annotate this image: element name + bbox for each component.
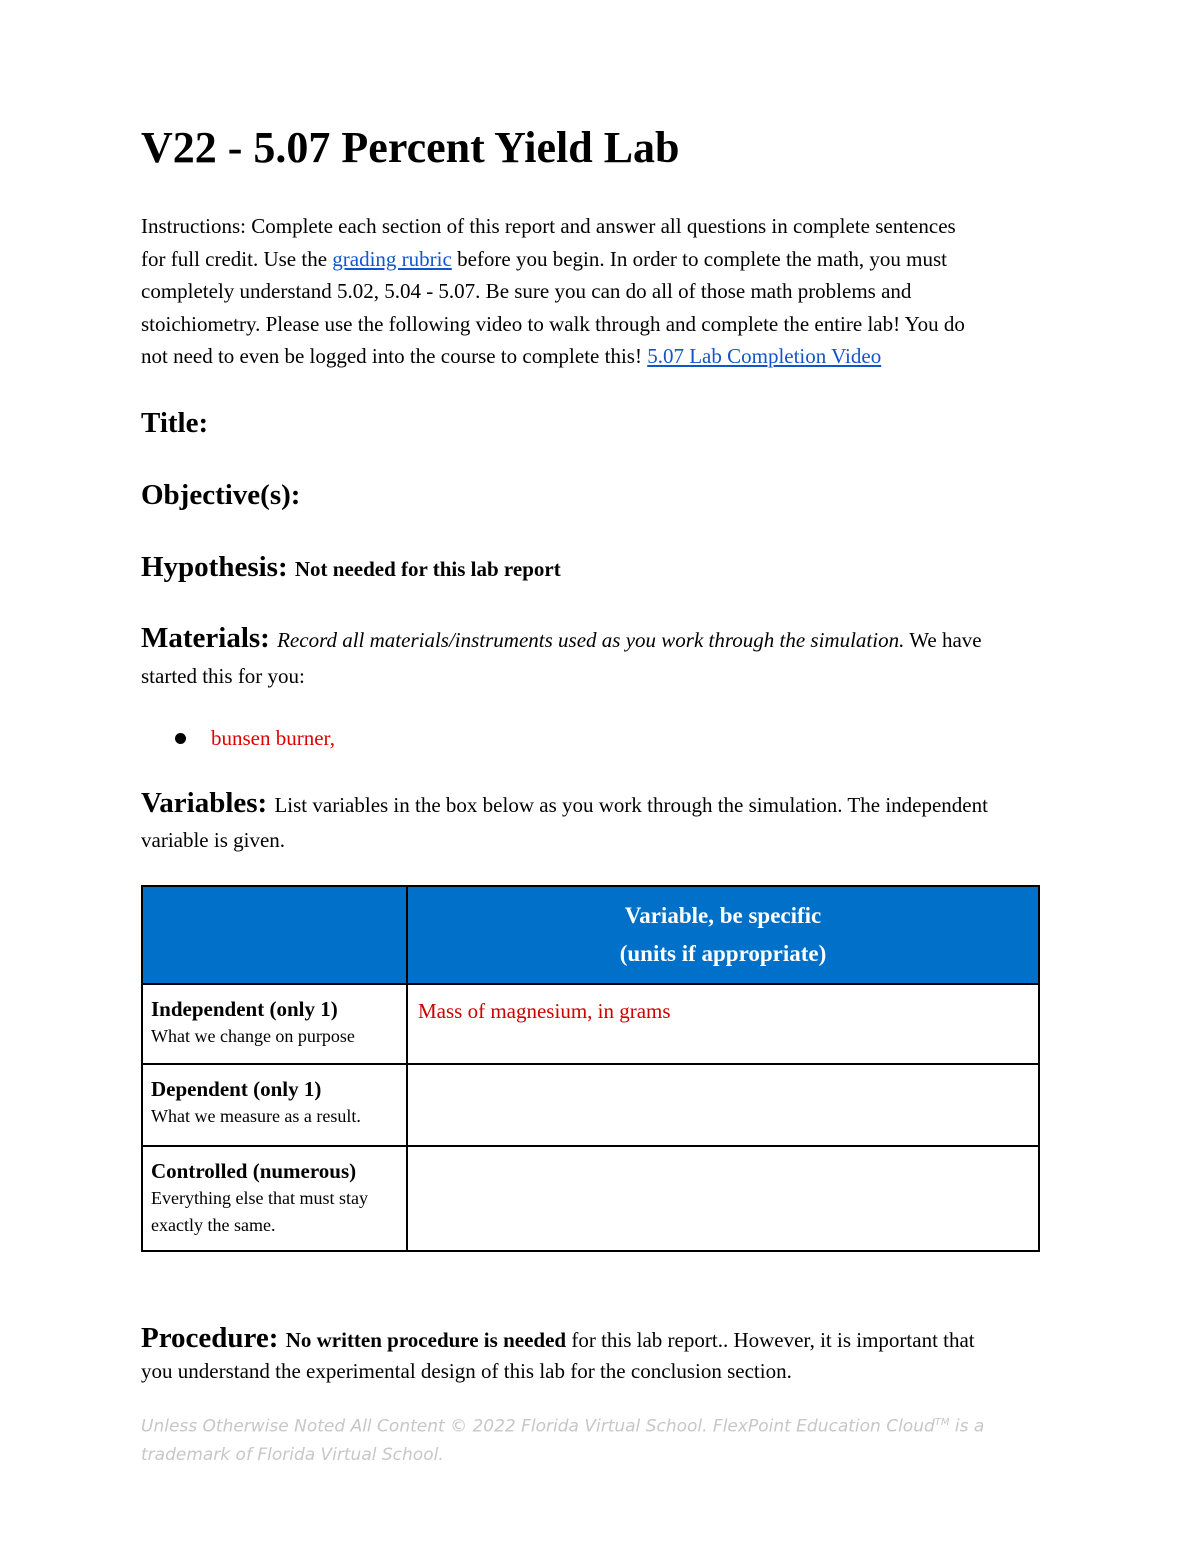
table-row xyxy=(142,1146,1039,1251)
independent-label-cell xyxy=(142,984,407,1064)
table-header-row xyxy=(142,886,1039,984)
variables-heading xyxy=(141,785,988,823)
intro-line-5 xyxy=(141,340,1101,373)
dependent-value-cell[interactable] xyxy=(407,1064,1039,1146)
procedure-text: for this lab report.. However, it is important that xyxy=(566,1328,975,1352)
row-description: Everything else that must stay exactly the same. xyxy=(151,1188,368,1235)
bullet-icon xyxy=(175,733,186,744)
table-header-variable xyxy=(407,886,1039,984)
row-description: What we measure as a result. xyxy=(151,1106,361,1126)
dependent-variable-value xyxy=(408,1065,1038,1077)
hypothesis-heading xyxy=(141,549,561,587)
intro-line-2 xyxy=(141,243,1101,276)
variables-label: Variables: xyxy=(141,787,268,819)
materials-instruction: Record all materials/instruments used as you work through the simulation. xyxy=(277,628,905,652)
materials-label: Materials: xyxy=(141,622,270,654)
materials-instruction-tail: We have xyxy=(904,628,982,652)
page-title: V22 - 5.07 Percent Yield Lab xyxy=(141,123,680,172)
materials-item-text: bunsen burner, xyxy=(211,726,335,750)
intro-line-4: stoichiometry. Please use the following video to walk through and complete the entire lab! You do xyxy=(141,311,965,336)
header-line-1: Variable, be specific xyxy=(624,903,822,928)
intro-line-2-start: for full credit. Use the xyxy=(141,246,333,271)
hypothesis-label: Hypothesis: xyxy=(141,551,288,583)
controlled-value-cell[interactable] xyxy=(407,1146,1039,1251)
intro-line-2-end: before you begin. In order to complete the math, you must xyxy=(451,246,947,271)
procedure-heading xyxy=(141,1320,975,1358)
table-row xyxy=(142,1064,1039,1146)
controlled-variable-value xyxy=(408,1147,1038,1159)
footer-line-1 xyxy=(141,1409,984,1441)
variables-instruction: List variables in the box below as you work through the simulation. The independent xyxy=(274,793,988,817)
dependent-label-cell xyxy=(142,1064,407,1146)
materials-line-2: started this for you: xyxy=(141,664,305,688)
intro-line-5-start: not need to even be logged into the course to complete this! xyxy=(141,344,648,368)
variables-line-2: variable is given. xyxy=(141,828,286,852)
materials-heading xyxy=(141,620,982,658)
row-label: Dependent (only 1) xyxy=(151,1077,322,1101)
row-description: What we change on purpose xyxy=(151,1026,355,1046)
objective-heading: Objective(s): xyxy=(141,479,301,511)
independent-variable-value: Mass of magnesium, in grams xyxy=(418,999,671,1023)
procedure-line-2: you understand the experimental design of this lab for the conclusion section. xyxy=(141,1359,792,1383)
title-heading: Title: xyxy=(141,407,209,439)
grading-rubric-link[interactable]: grading rubric xyxy=(332,246,452,271)
header-line-2: (units if appropriate) xyxy=(619,941,827,966)
copyright-footer xyxy=(141,1409,984,1469)
row-label: Independent (only 1) xyxy=(151,997,338,1021)
table-row xyxy=(142,984,1039,1064)
procedure-label: Procedure: xyxy=(141,1322,279,1354)
intro-line-1: Instructions: Complete each section of this report and answer all questions in complete sentences xyxy=(141,214,956,238)
independent-value-cell[interactable] xyxy=(407,984,1039,1064)
footer-text: Unless Otherwise Noted All Content © 2022 Florida Virtual School. FlexPoint Education Cloud xyxy=(141,1416,935,1437)
controlled-label-cell xyxy=(142,1146,407,1251)
table-header-empty xyxy=(142,886,407,984)
lab-completion-video-link[interactable]: 5.07 Lab Completion Video xyxy=(647,344,882,368)
variables-table xyxy=(141,885,1040,1252)
trademark-symbol: TM xyxy=(934,1417,950,1428)
footer-text-tail: is a xyxy=(949,1416,985,1437)
hypothesis-note: Not needed for this lab report xyxy=(294,557,561,581)
row-label: Controlled (numerous) xyxy=(151,1159,357,1183)
instructions-paragraph xyxy=(141,210,1101,373)
procedure-bold-note: No written procedure is needed xyxy=(285,1328,567,1352)
intro-line-3: completely understand 5.02, 5.04 - 5.07. Be sure you can do all of those math problems and xyxy=(141,279,912,303)
footer-line-2: trademark of Florida Virtual School. xyxy=(141,1444,444,1465)
